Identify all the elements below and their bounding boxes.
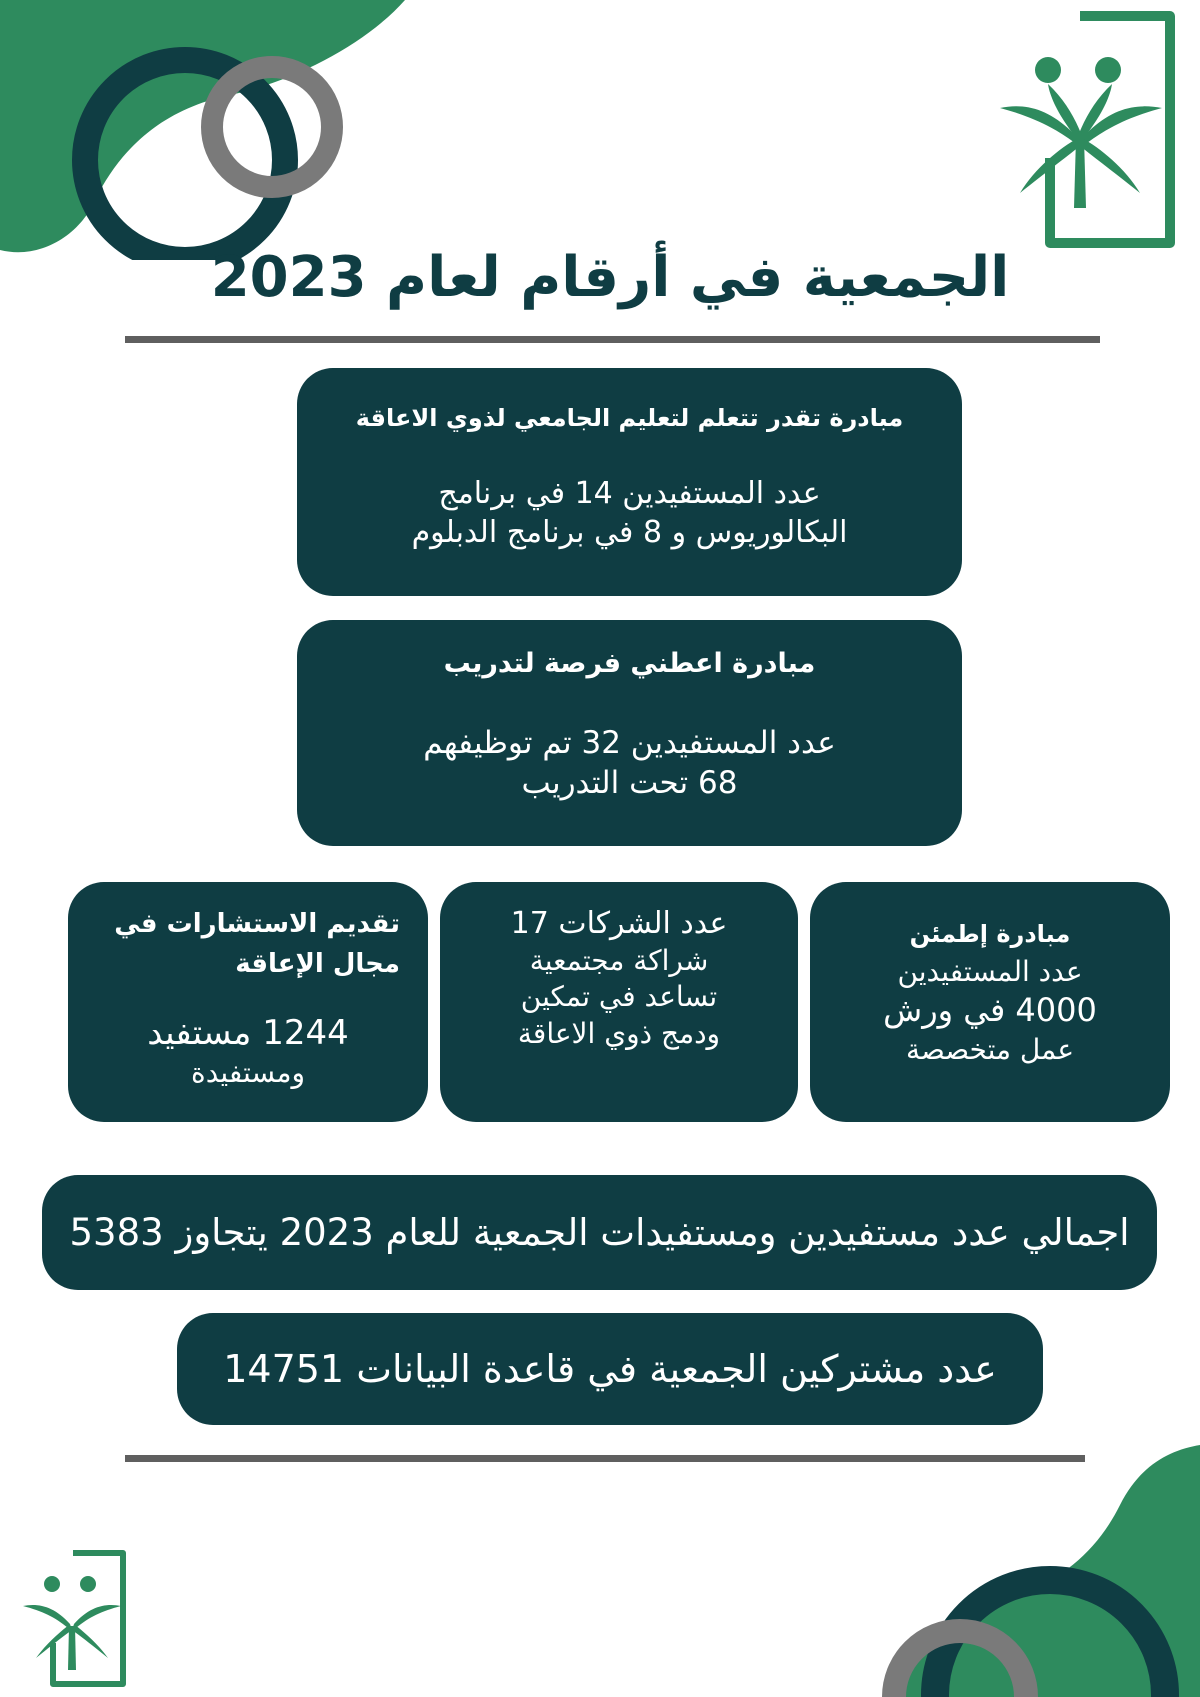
top-divider	[125, 336, 1100, 343]
total-beneficiaries-text: اجمالي عدد مستفيدين ومستفيدات الجمعية للعام 2023 يتجاوز 5383	[69, 1211, 1130, 1254]
initiative-line: عمل متخصصة	[905, 1032, 1075, 1066]
partnerships-line: ودمج ذوي الاعاقة	[517, 1016, 721, 1050]
consultations-card	[68, 882, 428, 1122]
total-beneficiaries-banner	[42, 1175, 1157, 1290]
initiative-line: عدد المستفيدين	[897, 955, 1083, 988]
initiative-card-itmaen	[810, 882, 1170, 1122]
initiative-card-university	[297, 368, 962, 596]
database-subscribers-banner	[177, 1313, 1043, 1425]
initiative-title: مبادرة اعطني فرصة لتدريب	[443, 648, 816, 679]
initiative-card-training	[297, 620, 962, 846]
initiative-title: تقديم الاستشارات في مجال الإعاقة	[114, 909, 400, 980]
initiative-title: مبادرة تقدر تتعلم لتعليم الجامعي لذوي الاعاقة	[355, 404, 904, 432]
bottom-right-decoration	[860, 1445, 1200, 1697]
initiative-line: عدد المستفيدين 32 تم توظيفهم	[423, 725, 836, 761]
initiative-line: 68 تحت التدريب	[521, 765, 738, 802]
initiative-line: ومستفيدة	[191, 1055, 305, 1089]
page-title: الجمعية في أرقام لعام 2023	[210, 245, 1010, 310]
partnerships-line: عدد الشركات 17	[510, 906, 728, 941]
palm-people-logo-icon	[990, 8, 1180, 248]
partnerships-line: شراكة مجتمعية	[529, 944, 709, 977]
partnerships-card	[440, 882, 798, 1122]
database-subscribers-text: عدد مشتركين الجمعية في قاعدة البيانات 14751	[223, 1347, 997, 1391]
palm-people-logo-icon	[18, 1548, 128, 1688]
initiative-line: عدد المستفيدين 14 في برنامج	[438, 476, 821, 511]
initiative-title: مبادرة إطمئن	[909, 920, 1071, 948]
partnerships-line: تساعد في تمكين	[520, 980, 718, 1014]
top-left-decoration	[0, 0, 420, 260]
initiative-line: 1244 مستفيد	[147, 1012, 349, 1053]
initiative-line: البكالوريوس و 8 في برنامج الدبلوم	[411, 515, 848, 550]
initiative-line: 4000 في ورش	[883, 991, 1097, 1030]
